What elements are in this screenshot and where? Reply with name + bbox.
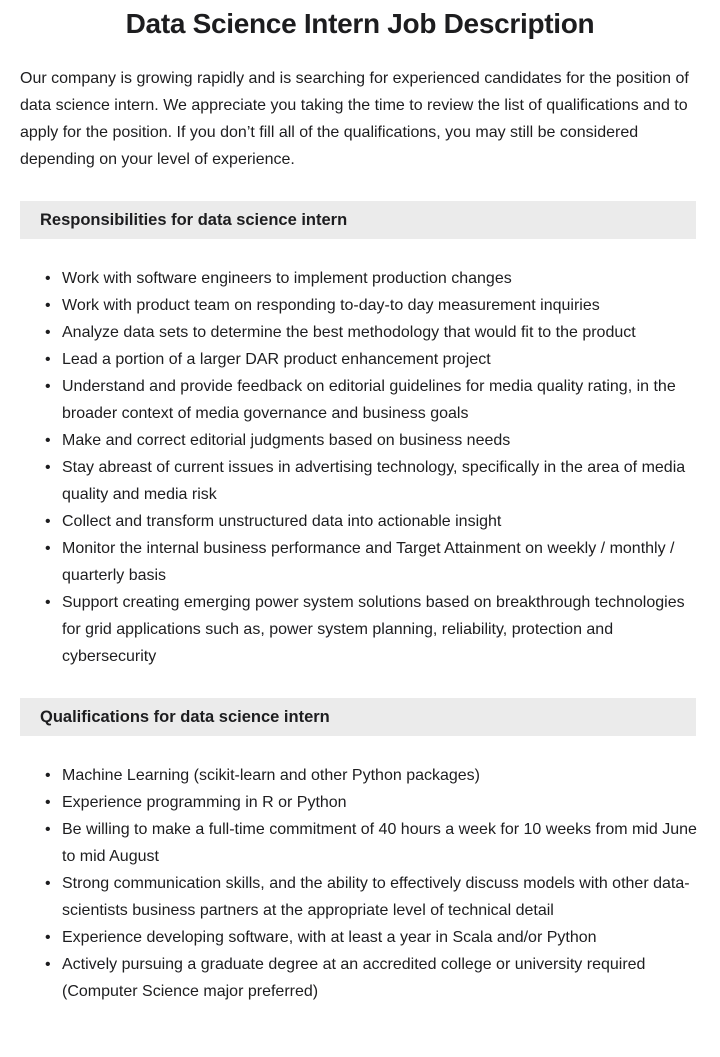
page-title: Data Science Intern Job Description <box>125 8 595 39</box>
section <box>0 201 720 670</box>
list-item: • Lead a portion of a larger DAR product enhancement project <box>20 346 700 373</box>
section-list <box>20 265 700 670</box>
sections <box>0 201 720 1005</box>
list-item: • Monitor the internal business performance and Target Attainment on weekly / monthly / quarterly basis <box>20 535 700 589</box>
list-item: • Experience programming in R or Python <box>20 789 700 816</box>
list-item: • Analyze data sets to determine the best methodology that would fit to the product <box>20 319 700 346</box>
section-heading: Qualifications for data science intern <box>20 698 696 736</box>
list-item: • Stay abreast of current issues in advertising technology, specifically in the area of media quality and media risk <box>20 454 700 508</box>
list-item: • Collect and transform unstructured data into actionable insight <box>20 508 700 535</box>
list-item: • Actively pursuing a graduate degree at an accredited college or university required (Computer Science major preferred) <box>20 951 700 1005</box>
list-item: • Work with product team on responding to-day-to day measurement inquiries <box>20 292 700 319</box>
list-item: • Understand and provide feedback on editorial guidelines for media quality rating, in the broader context of media governance and business goals <box>20 373 700 427</box>
list-item: • Be willing to make a full-time commitment of 40 hours a week for 10 weeks from mid June to mid August <box>20 816 700 870</box>
list-item: • Support creating emerging power system solutions based on breakthrough technologies for grid applications such as, power system planning, reliability, protection and cybersecurity <box>20 589 700 670</box>
list-item: • Work with software engineers to implement production changes <box>20 265 700 292</box>
list-item: • Strong communication skills, and the ability to effectively discuss models with other data-scientists business partners at the appropriate level of technical detail <box>20 870 700 924</box>
intro-paragraph: Our company is growing rapidly and is searching for experienced candidates for the position of data science intern. We appreciate you taking the time to review the list of qualifications and to apply for the position. If you don’t fill all of the qualifications, you may still be considered depending on your level of experience. <box>20 70 689 168</box>
section-heading: Responsibilities for data science intern <box>20 201 696 239</box>
list-item: • Make and correct editorial judgments based on business needs <box>20 427 700 454</box>
section-list <box>20 762 700 1005</box>
list-item: • Machine Learning (scikit-learn and other Python packages) <box>20 762 700 789</box>
list-item: • Experience developing software, with at least a year in Scala and/or Python <box>20 924 700 951</box>
section <box>0 698 720 1005</box>
